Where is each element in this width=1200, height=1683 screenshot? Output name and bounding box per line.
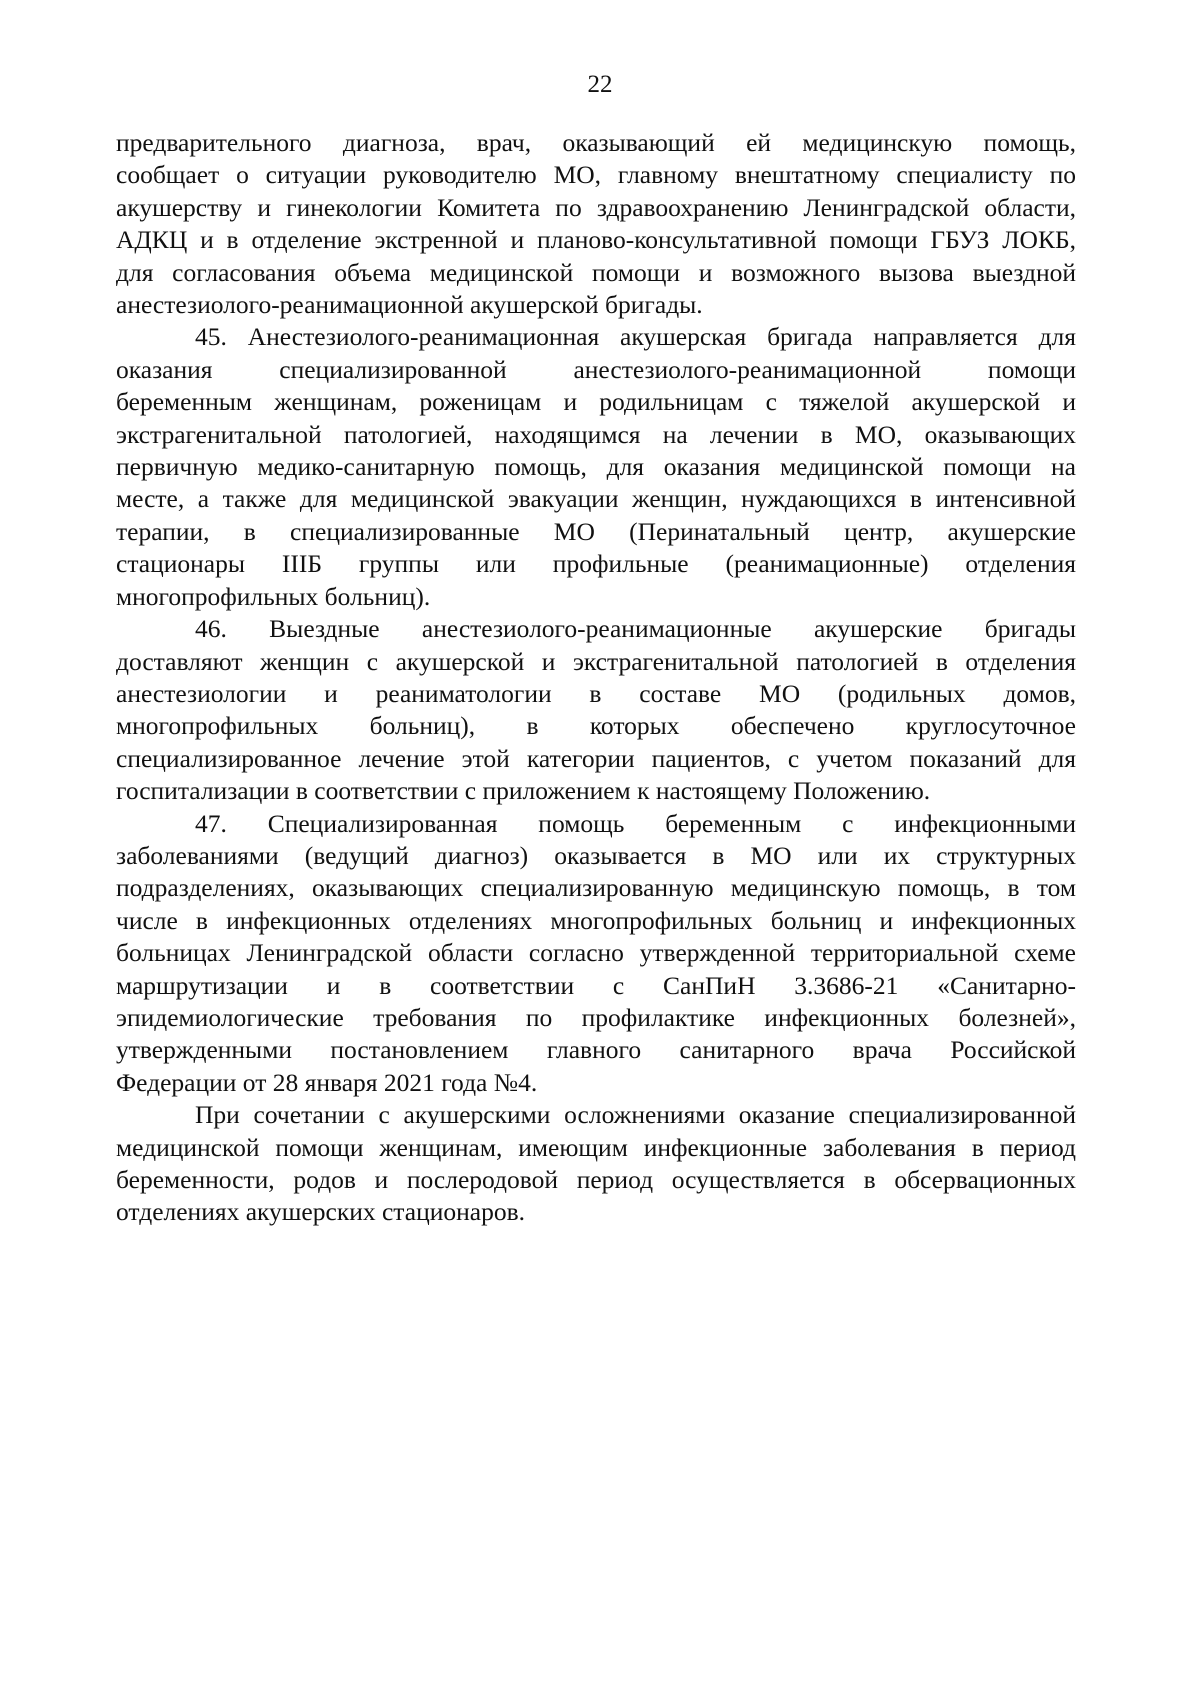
text-line: терапии, в специализированные МО (Перинатальный центр, акушерские [116, 516, 1076, 546]
text-line: 46. Выездные анестезиолого-реанимационные акушерские бригады [195, 614, 1076, 644]
text-line: месте, а также для медицинской эвакуации женщин, нуждающихся в интенсивной [116, 484, 1076, 514]
text-line: При сочетании с акушерскими осложнениями оказание специализированной [195, 1100, 1076, 1130]
text-line: беременным женщинам, роженицам и родильницам с тяжелой акушерской и [116, 387, 1076, 417]
text-line: доставляют женщин с акушерской и экстрагенитальной патологией в отделения [116, 646, 1076, 676]
text-line: для согласования объема медицинской помощи и возможного вызова выездной [116, 257, 1076, 287]
text-line: специализированное лечение этой категории пациентов, с учетом показаний для [116, 743, 1076, 773]
text-line: маршрутизации и в соответствии с СанПиН 3.3686-21 «Санитарно- [116, 970, 1076, 1000]
text-line: оказания специализированной анестезиолого-реанимационной помощи [116, 354, 1076, 384]
text-line: заболеваниями (ведущий диагноз) оказывается в МО или их структурных [116, 840, 1076, 870]
text-line: анестезиолого-реанимационной акушерской бригады. [116, 290, 703, 320]
text-line: госпитализации в соответствии с приложением к настоящему Положению. [116, 776, 931, 806]
text-line: медицинской помощи женщинам, имеющим инфекционные заболевания в период [116, 1132, 1076, 1162]
text-line: эпидемиологические требования по профилактике инфекционных болезней», [116, 1002, 1076, 1032]
text-line: акушерству и гинекологии Комитета по здравоохранению Ленинградской области, [116, 192, 1076, 222]
text-line: больницах Ленинградской области согласно утвержденной территориальной схеме [116, 938, 1076, 968]
text-line: 47. Специализированная помощь беременным с инфекционными [195, 808, 1076, 838]
text-line: первичную медико-санитарную помощь, для оказания медицинской помощи на [116, 452, 1076, 482]
text-line: анестезиологии и реаниматологии в составе МО (родильных домов, [116, 678, 1076, 708]
paragraph-45 [116, 321, 1076, 613]
paragraph-46 [116, 613, 1076, 807]
text-line: 45. Анестезиолого-реанимационная акушерская бригада направляется для [195, 322, 1076, 352]
text-line: числе в инфекционных отделениях многопрофильных больниц и инфекционных [116, 905, 1076, 935]
text-line: многопрофильных больниц), в которых обеспечено круглосуточное [116, 711, 1076, 741]
text-line: Федерации от 28 января 2021 года №4. [116, 1067, 538, 1097]
text-line: сообщает о ситуации руководителю МО, главному внештатному специалисту по [116, 160, 1076, 190]
text-line: предварительного диагноза, врач, оказывающий ей медицинскую помощь, [116, 128, 1076, 157]
text-line: утвержденными постановлением главного санитарного врача Российской [116, 1035, 1076, 1065]
text-line: АДКЦ и в отделение экстренной и планово-консультативной помощи ГБУЗ ЛОКБ, [116, 225, 1076, 255]
text-line: многопрофильных больниц). [116, 581, 431, 611]
page-number: 22 [587, 71, 613, 98]
paragraph-infectious-complications [116, 1099, 1076, 1229]
text-line: стационары IIIБ группы или профильные (реанимационные) отделения [116, 549, 1076, 579]
document-body [116, 127, 1076, 1229]
paragraph-47 [116, 808, 1076, 1100]
text-line: отделениях акушерских стационаров. [116, 1197, 525, 1227]
text-line: подразделениях, оказывающих специализированную медицинскую помощь, в том [116, 873, 1076, 903]
text-line: экстрагенитальной патологией, находящимся на лечении в МО, оказывающих [116, 419, 1076, 449]
text-line: беременности, родов и послеродовой период осуществляется в обсервационных [116, 1165, 1076, 1194]
paragraph-continuation [116, 127, 1076, 321]
